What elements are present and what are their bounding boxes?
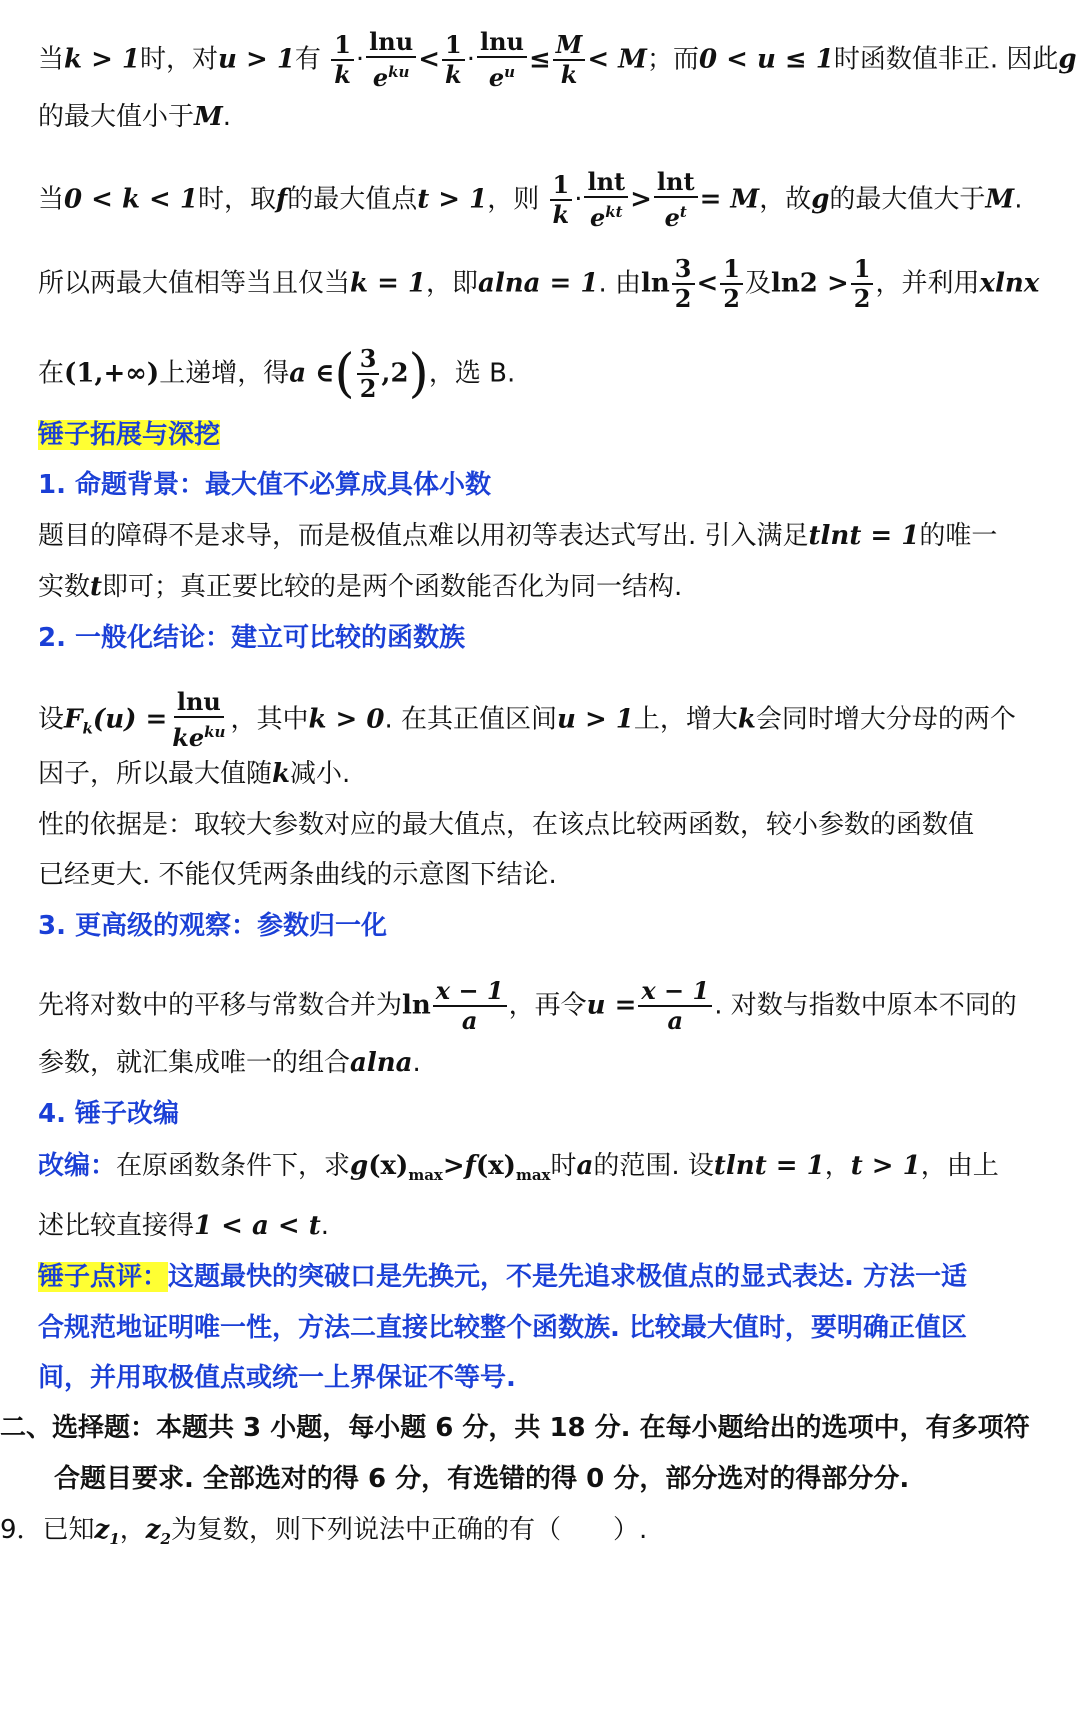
fraction: $\frac{x - 1}{a}$ [433, 977, 507, 1035]
fraction: $\frac{M}{k}$ [553, 31, 586, 89]
fraction: $\frac{1}{k}$ [331, 31, 354, 89]
solution-line-3: 当0 < k < 1时，取f的最大值点t > 1，则 $\frac{1}{k}$ · $\frac{\ln t}{e^{kt}}$ > $\frac{\ln t}{e^t}$ = M，故g的最大值大于M. [38, 167, 1023, 232]
fraction: $\frac{\ln u}{ke^{ku}}$ [172, 687, 226, 752]
fraction: $\frac{1}{2}$ [851, 255, 874, 313]
fraction: $\frac{\ln t}{e^t}$ [654, 168, 698, 232]
section-2-header-line-1: 二、选择题：本题共 3 小题，每小题 6 分，共 18 分. 在每小题给出的选项中，有多项符 [0, 1413, 1030, 1443]
section-2-para-line-2: 因子，所以最大值随k减小. [38, 759, 351, 789]
section-2-header-line-2: 合题目要求. 全部选对的得 6 分，有选错的得 0 分，部分选对的得部分分. [54, 1464, 910, 1494]
section-4-para-line-2: 述比较直接得1 < a < t. [38, 1211, 330, 1241]
section-2-para-line-1: 设$F_k(u)$ = $\frac{\ln u}{ke^{ku}}$ ，其中k > 0. 在其正值区间u > 1上，增大k会同时增大分母的两个 [38, 687, 1016, 752]
fraction: $\frac{1}{k}$ [442, 31, 465, 89]
expansion-heading: 锤子拓展与深挖 [38, 420, 221, 450]
solution-line-4: 所以两最大值相等当且仅当k = 1，即alna = 1. 由ln $\frac{3}{2}$ < $\frac{1}{2}$ 及ln2 > $\frac{1}{2}$ ，并利用xlnx [38, 254, 1040, 313]
solution-line-2: 的最大值小于M. [38, 102, 232, 132]
section-2-title: 2. 一般化结论：建立可比较的函数族 [38, 623, 466, 653]
review-line-2: 合规范地证明唯一性，方法二直接比较整个函数族. 比较最大值时，要明确正值区 [38, 1313, 967, 1343]
review-line-3: 间，并用取极值点或统一上界保证不等号. [38, 1363, 516, 1393]
fraction: $\frac{1}{k}$ [550, 171, 573, 229]
fraction: $\frac{3}{2}$ [672, 255, 695, 313]
section-3-para-line-1: 先将对数中的平移与常数合并为ln $\frac{x - 1}{a}$ ，再令u = $\frac{x - 1}{a}$ . 对数与指数中原本不同的 [38, 976, 1017, 1035]
section-2-para-line-4: 已经更大. 不能仅凭两条曲线的示意图下结论. [38, 860, 557, 890]
fraction: $\frac{1}{2}$ [720, 255, 743, 313]
section-1-para-line-1: 题目的障碍不是求导，而是极值点难以用初等表达式写出. 引入满足tlnt = 1的唯一 [38, 521, 998, 551]
section-4-title: 4. 锤子改编 [38, 1099, 180, 1129]
section-3-para-line-2: 参数，就汇集成唯一的组合alna. [38, 1048, 421, 1078]
solution-line-1: 当k > 1时，对u > 1有 $\frac{1}{k}$ · $\frac{\ln u}{e^{ku}}$ < $\frac{1}{k}$ · $\frac{\ln u}{e^u}$ ≤ $\frac{M}{k}$ < M；而0 < u ≤ 1时函数值非正. 因此g [38, 27, 1077, 92]
fraction: $\frac{x - 1}{a}$ [638, 977, 712, 1035]
fraction: $\frac{\ln u}{e^u}$ [477, 28, 527, 92]
section-4-para-line-1: 改编：在原函数条件下，求$g(x)_{max}>f(x)_{max}$时a的范围. 设tlnt = 1，t > 1，由上 [38, 1151, 999, 1185]
fraction: $\frac{3}{2}$ [357, 345, 380, 403]
fraction: $\frac{\ln t}{e^{kt}}$ [584, 168, 628, 232]
question-9: 9．已知$z_1$，$z_2$为复数，则下列说法中正确的有（ ）. [0, 1515, 648, 1549]
review-line-1: 锤子点评：这题最快的突破口是先换元，不是先追求极值点的显式表达. 方法一适 [38, 1262, 967, 1292]
review-label: 锤子点评： [38, 1262, 169, 1292]
section-3-title: 3. 更高级的观察：参数归一化 [38, 911, 388, 941]
fraction: $\frac{\ln u}{e^{ku}}$ [366, 28, 416, 92]
section-1-title: 1. 命题背景：最大值不必算成具体小数 [38, 470, 492, 500]
solution-line-5: 在(1,+∞)上递增，得a ∈( $\frac{3}{2}$ ,2)，选 B. [38, 344, 516, 404]
section-2-para-line-3: 性的依据是：取较大参数对应的最大值点，在该点比较两函数，较小参数的函数值 [38, 810, 975, 840]
section-1-para-line-2: 实数t即可；真正要比较的是两个函数能否化为同一结构. [38, 572, 683, 602]
